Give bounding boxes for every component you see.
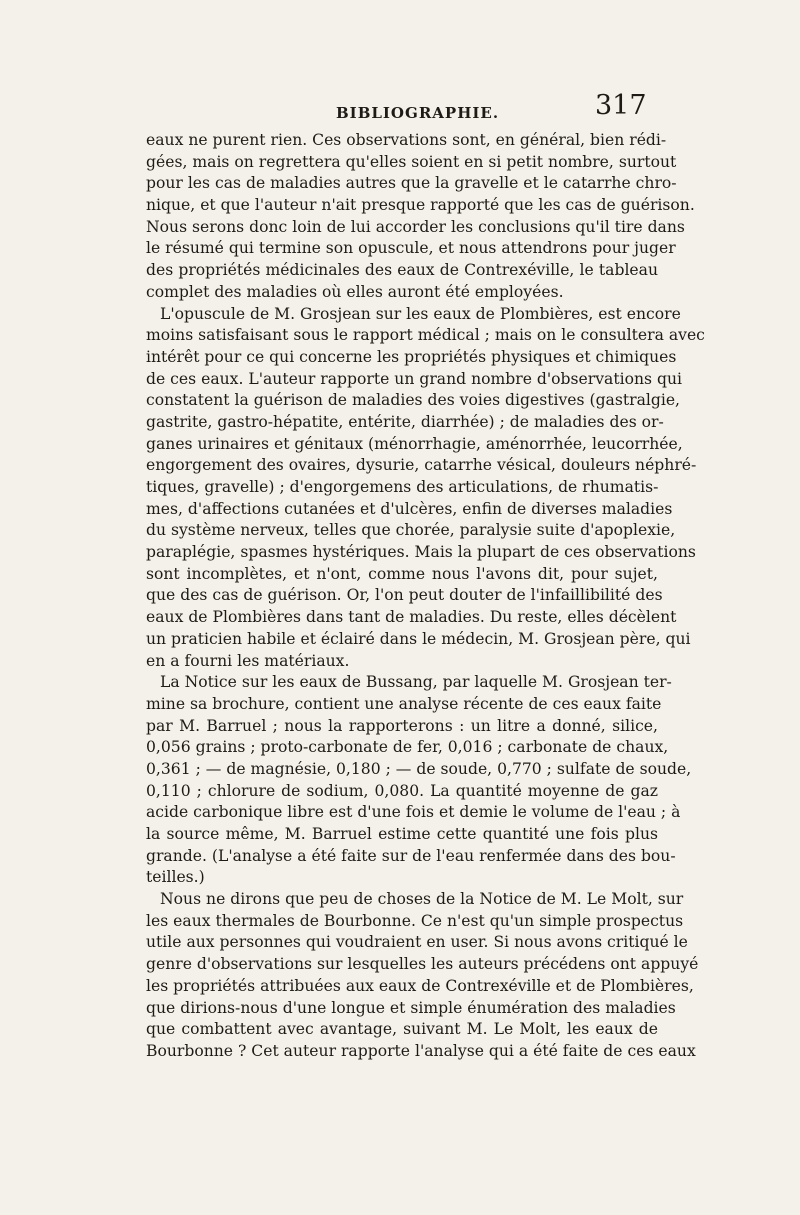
text-line: genre d'observations sur lesquelles les auteurs précédens ont appuyé <box>146 955 699 974</box>
page-number: 317 <box>595 90 647 121</box>
text-line: paraplégie, spasmes hystériques. Mais la plupart de ces observations <box>146 543 696 562</box>
text-line: tiques, gravelle) ; d'engorgemens des articulations, de rhumatis- <box>146 478 659 496</box>
text-line: utile aux personnes qui voudraient en user. Si nous avons critiqué le <box>146 933 688 952</box>
text-line: les eaux thermales de Bourbonne. Ce n'est qu'un simple prospectus <box>146 911 684 930</box>
text-line: que dirions-nous d'une longue et simple énumération des maladies <box>146 998 676 1017</box>
text-line: nique, et que l'auteur n'ait presque rapporté que les cas de guérison. <box>146 196 695 215</box>
text-line: constatent la guérison de maladies des voies digestives (gastralgie, <box>146 391 681 410</box>
running-title: BIBLIOGRAPHIE. <box>336 104 500 122</box>
text-line: ganes urinaires et génitaux (ménorrhagie, aménorrhée, leucorrhée, <box>146 434 683 453</box>
text-line: gées, mais on regrettera qu'elles soient en si petit nombre, surtout <box>146 152 677 171</box>
paragraph-3 <box>146 672 692 889</box>
paragraph-4 <box>146 889 699 1063</box>
text-line: pour les cas de maladies autres que la gravelle et le catarrhe chro- <box>146 174 677 193</box>
text-line: engorgement des ovaires, dysurie, catarrhe vésical, douleurs néphré- <box>146 456 697 475</box>
text-line: acide carbonique libre est d'une fois et demie le volume de l'eau ; à <box>146 803 681 822</box>
text-line: grande. (L'analyse a été faite sur de l'eau renfermée dans des bou- <box>146 846 676 865</box>
paragraph-2 <box>146 304 705 673</box>
text-line: eaux de Plombières dans tant de maladies. Du reste, elles décèlent <box>146 608 677 627</box>
text-line: le résumé qui termine son opuscule, et nous attendrons pour juger <box>146 239 676 258</box>
paragraph-1 <box>146 130 695 304</box>
text-line: mine sa brochure, contient une analyse récente de ces eaux faite <box>146 694 662 713</box>
text-line: que combattent avec avantage, suivant M. Le Molt, les eaux de <box>146 1020 658 1039</box>
text-line: en a fourni les matériaux. <box>146 651 350 670</box>
text-line: Nous ne dirons que peu de choses de la Notice de M. Le Molt, sur <box>160 890 684 909</box>
text-line: complet des maladies où elles auront été employées. <box>146 282 564 301</box>
text-line: intérêt pour ce qui concerne les propriétés physiques et chimiques <box>146 347 677 366</box>
text-line: un praticien habile et éclairé dans le médecin, M. Grosjean père, qui <box>146 629 691 648</box>
text-line: Bourbonne ? Cet auteur rapporte l'analyse qui a été faite de ces eaux <box>146 1041 696 1060</box>
text-line: sont incomplètes, et n'ont, comme nous l'avons dit, pour sujet, <box>146 564 658 583</box>
text-line: Nous serons donc loin de lui accorder les conclusions qu'il tire dans <box>146 217 685 236</box>
text-line: eaux ne purent rien. Ces observations sont, en général, bien rédi- <box>146 131 667 149</box>
text-line: 0,110 ; chlorure de sodium, 0,080. La quantité moyenne de gaz <box>146 781 658 800</box>
text-line: teilles.) <box>146 868 205 887</box>
text-line: mes, d'affections cutanées et d'ulcères, enfin de diverses maladies <box>146 499 673 518</box>
text-line: du système nerveux, telles que chorée, paralysie suite d'apoplexie, <box>146 521 676 540</box>
text-line: gastrite, gastro-hépatite, entérite, diarrhée) ; de maladies des or- <box>146 412 664 431</box>
text-line: moins satisfaisant sous le rapport médical ; mais on le consultera avec <box>146 326 705 345</box>
text-line: 0,056 grains ; proto-carbonate de fer, 0,016 ; carbonate de chaux, <box>146 738 669 757</box>
text-line: L'opuscule de M. Grosjean sur les eaux de Plombières, est encore <box>160 304 681 323</box>
text-line: de ces eaux. L'auteur rapporte un grand nombre d'observations qui <box>146 369 682 388</box>
text-line: 0,361 ; — de magnésie, 0,180 ; — de soude, 0,770 ; sulfate de soude, <box>146 759 692 778</box>
text-line: La Notice sur les eaux de Bussang, par laquelle M. Grosjean ter- <box>160 673 672 692</box>
text-line: par M. Barruel ; nous la rapporterons : un litre a donné, silice, <box>146 716 658 735</box>
text-line: les propriétés attribuées aux eaux de Contrexéville et de Plombières, <box>146 976 694 995</box>
text-line: des propriétés médicinales des eaux de Contrexéville, le tableau <box>146 261 658 280</box>
body-text <box>146 130 705 1063</box>
text-line: la source même, M. Barruel estime cette quantité une fois plus <box>146 825 658 843</box>
text-line: que des cas de guérison. Or, l'on peut douter de l'infaillibilité des <box>146 586 663 605</box>
